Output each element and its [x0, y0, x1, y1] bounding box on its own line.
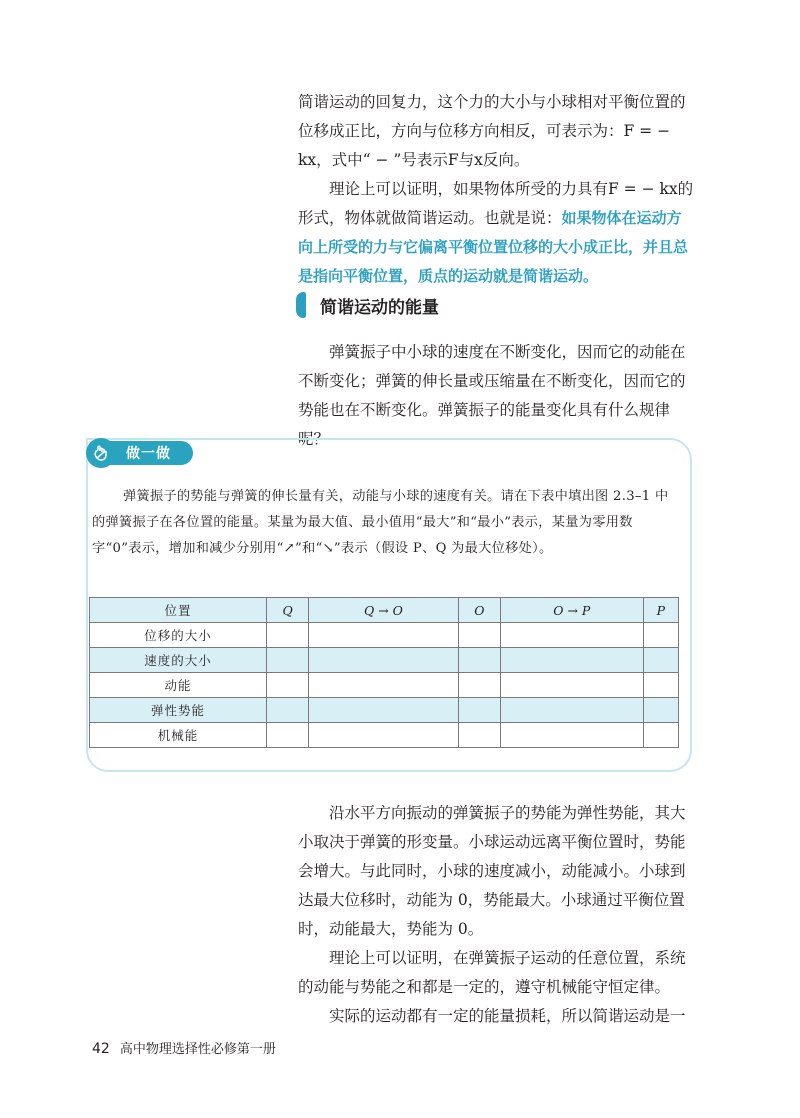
- table-header-cell: Q → O: [309, 598, 459, 623]
- page-footer: [92, 1038, 276, 1057]
- table-row-label: 机械能: [90, 723, 267, 748]
- energy-table: [89, 597, 679, 748]
- table-cell[interactable]: [267, 698, 309, 723]
- table-row-label: 位移的大小: [90, 623, 267, 648]
- table-cell[interactable]: [500, 673, 643, 698]
- table-cell[interactable]: [500, 698, 643, 723]
- table-cell[interactable]: [500, 723, 643, 748]
- table-cell[interactable]: [458, 698, 500, 723]
- table-cell[interactable]: [309, 623, 459, 648]
- table-header-cell: O: [458, 598, 500, 623]
- table-cell[interactable]: [643, 648, 678, 673]
- table-row: [90, 623, 679, 648]
- table-row: [90, 673, 679, 698]
- table-cell[interactable]: [267, 648, 309, 673]
- page-number: 42: [92, 1041, 110, 1057]
- table-cell[interactable]: [643, 723, 678, 748]
- table-cell[interactable]: [267, 673, 309, 698]
- table-cell[interactable]: [500, 623, 643, 648]
- table-cell[interactable]: [309, 673, 459, 698]
- table-row-label: 速度的大小: [90, 648, 267, 673]
- table-header-cell: P: [643, 598, 678, 623]
- activity-text: 弹簧振子的势能与弹簧的伸长量有关，动能与小球的速度有关。请在下表中填出图 2.3–1 中的弹簧振子在各位置的能量。某量为最大值、最小值用“最大”和“最小”表示，某量为零用数字“0”表示，增加和减少分别用“↗”和“↘”表示（假设 P、Q 为最大位移处）。: [92, 489, 669, 556]
- hand-icon: [86, 438, 116, 468]
- table-cell[interactable]: [309, 723, 459, 748]
- intro-p2-highlight: 如果物体在运动方向上所受的力与它偏离平衡位置位移的大小成正比，并且总是指向平衡位置，质点的运动就是简谐运动。: [298, 209, 689, 285]
- after-paragraph-3: 实际的运动都有一定的能量损耗，所以简谐运动是一: [329, 1007, 686, 1025]
- table-header-cell: Q: [267, 598, 309, 623]
- table-cell[interactable]: [500, 648, 643, 673]
- section-paragraph: 弹簧振子中小球的速度在不断变化，因而它的动能在不断变化；弹簧的伸长量或压缩量在不断变化，因而它的势能也在不断变化。弹簧振子的能量变化具有什么规律呢？: [298, 343, 686, 448]
- table-cell[interactable]: [643, 673, 678, 698]
- intro-paragraph-2: [298, 175, 696, 291]
- section-title: 简谐运动的能量: [320, 297, 439, 318]
- intro-p2-text: 理论上可以证明，如果物体所受的力具有F = − kx的形式，物体就做简谐运动。也就是说：: [298, 180, 694, 227]
- book-title: 高中物理选择性必修第一册: [119, 1042, 276, 1057]
- table-row: [90, 698, 679, 723]
- activity-badge: [86, 438, 193, 468]
- table-row: [90, 723, 679, 748]
- after-paragraph-2: 理论上可以证明，在弹簧振子运动的任意位置，系统的动能与势能之和都是一定的，遵守机械能守恒定律。: [298, 949, 686, 996]
- table-cell[interactable]: [458, 723, 500, 748]
- table-cell[interactable]: [267, 623, 309, 648]
- table-cell[interactable]: [309, 698, 459, 723]
- table-cell[interactable]: [458, 673, 500, 698]
- table-header-cell: 位置: [90, 598, 267, 623]
- table-cell[interactable]: [643, 623, 678, 648]
- table-header-row: [90, 598, 679, 623]
- table-cell[interactable]: [309, 648, 459, 673]
- intro-paragraph-1: 简谐运动的回复力，这个力的大小与小球相对平衡位置的位移成正比，方向与位移方向相反，可表示为：F = − kx，式中“ − ”号表示F与x反向。: [298, 93, 686, 169]
- table-row-label: 动能: [90, 673, 267, 698]
- table-header-cell: O → P: [500, 598, 643, 623]
- after-paragraph-1: 沿水平方向振动的弹簧振子的势能为弹性势能，其大小取决于弹簧的形变量。小球运动远离平衡位置时，势能会增大。与此同时，小球的速度减小，动能减小。小球到达最大位移时，动能为 0，势能最大。小球通过平衡位置时，动能最大，势能为 0。: [298, 804, 686, 938]
- table-row: [90, 648, 679, 673]
- table-cell[interactable]: [267, 723, 309, 748]
- table-row-label: 弹性势能: [90, 698, 267, 723]
- table-cell[interactable]: [643, 698, 678, 723]
- section-heading: [296, 290, 439, 320]
- table-cell[interactable]: [458, 648, 500, 673]
- section-marker-icon: [296, 292, 306, 318]
- activity-badge-label: 做一做: [106, 441, 193, 465]
- table-cell[interactable]: [458, 623, 500, 648]
